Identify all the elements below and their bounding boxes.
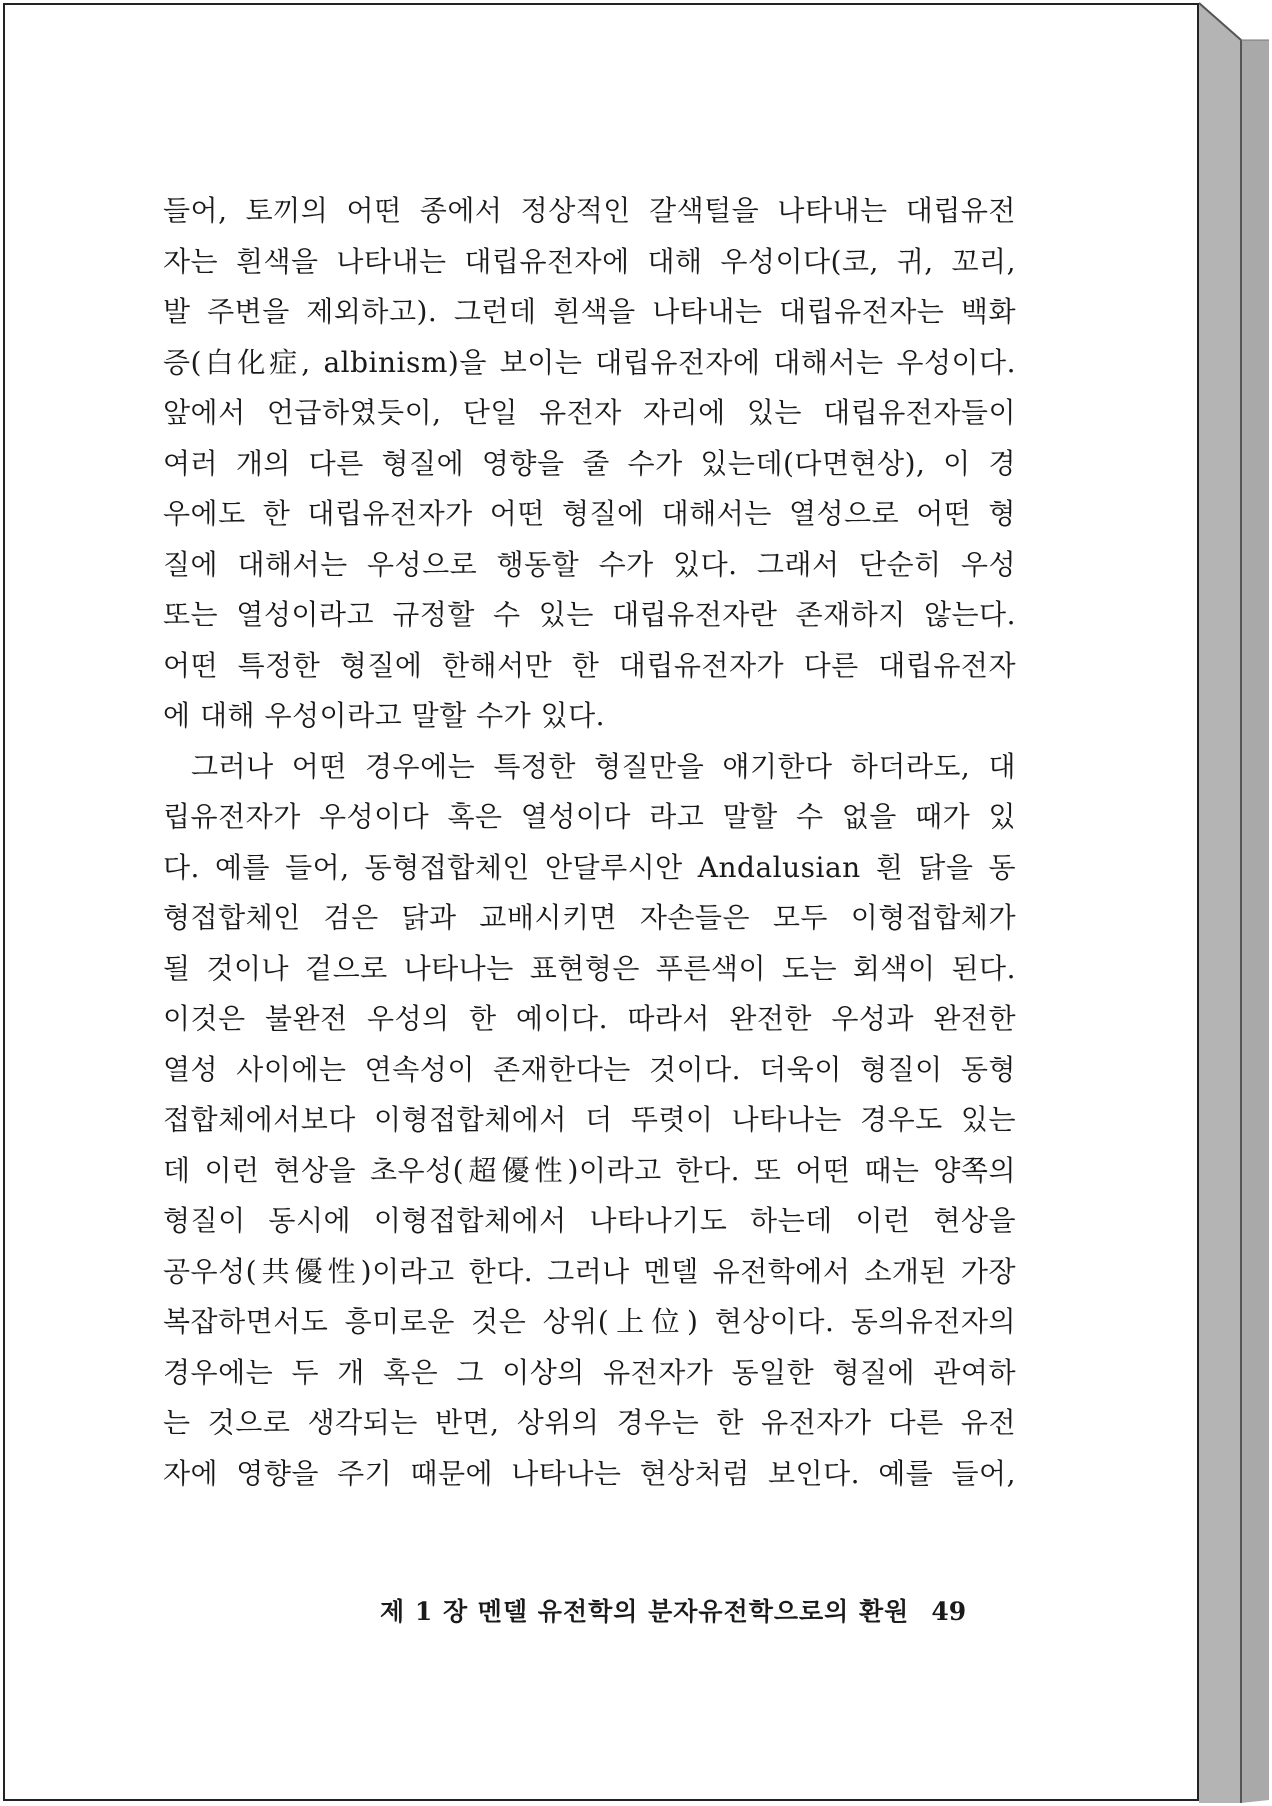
text-line: 에 대해 우성이라고 말할 수가 있다. xyxy=(163,699,606,732)
book-edge xyxy=(1199,0,1269,1806)
text-line: 자는 흰색을 나타내는 대립유전자에 대해 우성이다(코, 귀, 꼬리, xyxy=(163,244,1016,278)
text-line: 는 것으로 생각되는 반면, 상위의 경우는 한 유전자가 다른 유전 xyxy=(163,1406,1016,1439)
text-line: 립유전자가 우성이다 혹은 열성이다 라고 말할 수 없을 때가 있 xyxy=(163,800,1016,833)
text-line: 앞에서 언급하였듯이, 단일 유전자 자리에 있는 대립유전자들이 xyxy=(163,396,1016,429)
text-line: 될 것이나 겉으로 나타나는 표현형은 푸른색이 도는 회색이 된다. xyxy=(163,951,1016,985)
text-line: 또는 열성이라고 규정할 수 있는 대립유전자란 존재하지 않는다. xyxy=(163,598,1016,631)
text-line: 경우에는 두 개 혹은 그 이상의 유전자가 동일한 형질에 관여하 xyxy=(163,1355,1016,1389)
text-line: 들어, 토끼의 어떤 종에서 정상적인 갈색털을 나타내는 대립유전 xyxy=(163,194,1016,227)
text-line: 어떤 특정한 형질에 한해서만 한 대립유전자가 다른 대립유전자 xyxy=(163,648,1016,682)
text-line: 형질이 동시에 이형접합체에서 나타나기도 하는데 이런 현상을 xyxy=(163,1204,1016,1237)
text-line: 자에 영향을 주기 때문에 나타나는 현상처럼 보인다. 예를 들어, xyxy=(163,1456,1016,1490)
text-line: 여러 개의 다른 형질에 영향을 줄 수가 있는데(다면현상), 이 경 xyxy=(163,446,1016,480)
text-line: 발 주변을 제외하고). 그런데 흰색을 나타내는 대립유전자는 백화 xyxy=(163,295,1016,328)
paragraph-2 xyxy=(163,742,1016,1500)
text-line: 증(白化症, albinism)을 보이는 대립유전자에 대해서는 우성이다. xyxy=(163,345,1016,379)
page-number: 49 xyxy=(931,1597,967,1626)
text-line: 접합체에서보다 이형접합체에서 더 뚜렷이 나타나는 경우도 있는 xyxy=(163,1103,1016,1136)
text-line: 데 이런 현상을 초우성(超優性)이라고 한다. 또 어떤 때는 양쪽의 xyxy=(163,1153,1016,1187)
text-line: 그러나 어떤 경우에는 특정한 형질만을 얘기한다 하더라도, 대 xyxy=(191,749,1016,783)
chapter-title: 제 1 장 멘델 유전학의 분자유전학으로의 환원 xyxy=(380,1597,910,1626)
text-line: 이것은 불완전 우성의 한 예이다. 따라서 완전한 우성과 완전한 xyxy=(163,1002,1016,1035)
text-line: 질에 대해서는 우성으로 행동할 수가 있다. 그래서 단순히 우성 xyxy=(163,547,1016,581)
text-line: 우에도 한 대립유전자가 어떤 형질에 대해서는 열성으로 어떤 형 xyxy=(163,497,1016,530)
body-text xyxy=(163,186,1016,1499)
paragraph-1 xyxy=(163,186,1016,742)
running-footer xyxy=(380,1592,980,1628)
text-line: 형접합체인 검은 닭과 교배시키면 자손들은 모두 이형접합체가 xyxy=(163,901,1016,934)
text-line: 다. 예를 들어, 동형접합체인 안달루시안 Andalusian 흰 닭을 동 xyxy=(163,850,1016,884)
text-line: 열성 사이에는 연속성이 존재한다는 것이다. 더욱이 형질이 동형 xyxy=(163,1052,1016,1086)
text-line: 복잡하면서도 흥미로운 것은 상위(上位) 현상이다. 동의유전자의 xyxy=(163,1305,1016,1338)
text-line: 공우성(共優性)이라고 한다. 그러나 멘델 유전학에서 소개된 가장 xyxy=(163,1254,1016,1288)
